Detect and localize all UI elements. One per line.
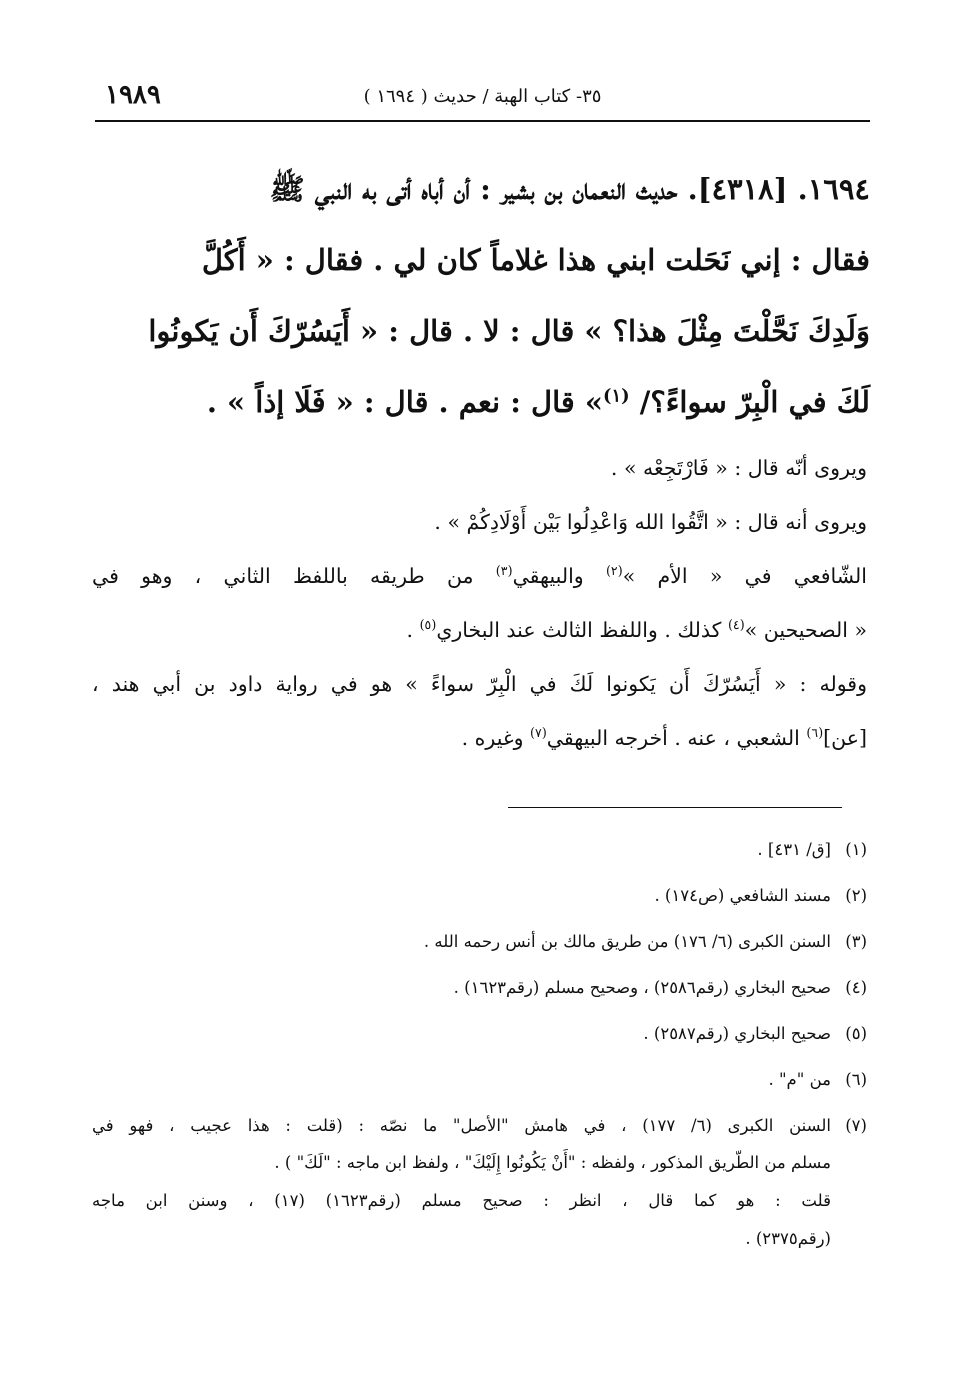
running-title: ٣٥- كتاب الهبة / حديث ( ١٦٩٤ ) <box>363 86 602 107</box>
footnote: (١)[ق/ ٤٣١] . <box>757 840 867 859</box>
commentary-line: وقوله : « أَيَسُرّكَ أَن يَكونوا لَكَ في الْبِرّ سواءً » هو في رواية داود بن أبي هند ، <box>92 672 867 696</box>
page-number: ١٩٨٩ <box>105 80 161 110</box>
footnote-separator <box>508 807 842 808</box>
footnote-ref: (٢) <box>605 563 623 579</box>
footnote: (٤)صحيح البخاري (رقم٢٥٨٦) ، وصحيح مسلم (رقم١٦٢٣) . <box>453 978 867 997</box>
footnote: (٣)السنن الكبرى (٦/ ١٧٦) من طريق مالك بن أنس رحمه الله . <box>423 932 867 951</box>
commentary-line: ويروى أنّه قال : « فَارْتَجِعْه » . <box>610 456 867 480</box>
footnote-ref: (٧) <box>530 725 547 741</box>
footnote-ref: (٦) <box>806 725 824 741</box>
hadith-line: وَلَدِكَ نَحَّلْتَ مِثْلَ هذا؟ » قال : لا . قال : « أَيَسُرّكَ أَن يَكونُوا <box>148 314 870 348</box>
commentary-line: [عن]$^{(٦)}$ الشعبي ، عنه . أخرجه البيهقي$^{(٧)}$ وغيره . <box>461 725 867 750</box>
footnote: (٥)صحيح البخاري (رقم٢٥٨٧) . <box>643 1024 867 1043</box>
commentary-line: « الصحيحين »$^{(٤)}$ كذلك . واللفظ الثالث عند البخاري$^{(٥)}$ . <box>406 617 867 642</box>
hadith-line: لَكَ في الْبِرّ سواءً؟/ $^{(١)}$» قال : نعم . قال : « فَلَا إذاً » . <box>206 385 870 419</box>
footnote-ref: (٣) <box>495 563 513 579</box>
footnote-continuation: (رقم٢٣٧٥) . <box>745 1229 831 1248</box>
footnote: (٧)السنن الكبرى (٦/ ١٧٧) ، في هامش "الأصل" ما نصّه : (قلت : هذا عجيب ، فهو في <box>92 1116 867 1135</box>
hadith-line: فقال : إني نَحَلت ابني هذا غلاماً كان لي . فقال : « أَكُلَّ <box>201 243 870 277</box>
footnote-ref: (٤) <box>727 617 745 633</box>
hadith-line: ١٦٩٤. [٤٣١٨]. حديث النعمان بن بشير : أن أباه أتى به النبي ﷺ <box>269 172 870 206</box>
footnote-ref: (٥) <box>419 617 437 633</box>
footnote-continuation: مسلم من الطّريق المذكور ، ولفظه : "أَنْ يَكُونُوا إِلَيْكَ" ، ولفظ ابن ماجه : "لَكَ" ) . <box>274 1153 831 1172</box>
commentary-line: الشّافعي في « الأم »$^{(٢)}$ والبيهقي$^{(٣)}$ من طريقه باللفظ الثاني ، وهو في <box>92 563 867 588</box>
page-header <box>95 78 870 122</box>
footnote: (٦)من "م" . <box>768 1070 867 1089</box>
footnote-ref: (١) <box>603 385 630 407</box>
footnote: (٢)مسند الشافعي (ص١٧٤) . <box>654 886 867 905</box>
commentary-line: ويروى أنه قال : « اتَّقُوا الله وَاعْدِلُوا بَيْن أَوْلَادِكُمْ » . <box>434 510 867 534</box>
footnote-continuation: قلت : هو كما قال ، انظر : صحيح مسلم (رقم١٦٢٣) (١٧) ، وسنن ابن ماجه <box>92 1191 831 1210</box>
